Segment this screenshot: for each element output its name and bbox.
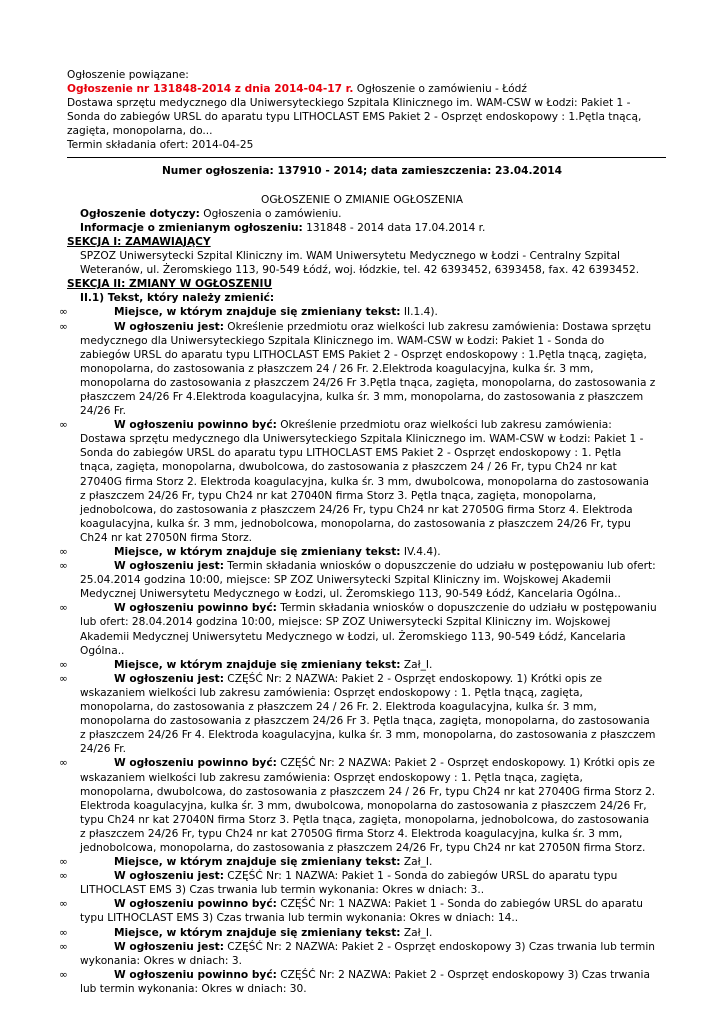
related-notice-link[interactable]: Ogłoszenie nr 131848-2014 z dnia 2014-04-17 r. xyxy=(67,83,354,96)
item-text: Zał_I. xyxy=(400,856,433,869)
item-label: Miejsce, w którym znajduje się zmieniany tekst: xyxy=(114,546,401,558)
item-text: CZĘŚĆ Nr: 2 NAZWA: Pakiet 2 - Osprzęt endoskopowy 3) Czas trwania lub termin wykonania: Okres w dniach: 3. xyxy=(80,940,655,967)
change-list xyxy=(59,305,657,996)
bullet-icon: ∞ xyxy=(59,560,68,573)
item-label: Miejsce, w którym znajduje się zmieniany tekst: xyxy=(114,658,401,671)
item-text: CZĘŚĆ Nr: 1 NAZWA: Pakiet 1 - Sonda do zabiegów URSL do aparatu typu LITHOCLAST EMS 3) Czas trwania lub termin wykonania: Okres w dniach: 14.. xyxy=(80,898,643,925)
bullet-icon: ∞ xyxy=(59,546,68,558)
bullet-icon: ∞ xyxy=(59,940,68,953)
item-label: Miejsce, w którym znajduje się zmieniany tekst: xyxy=(114,926,401,939)
change-list-item xyxy=(59,926,657,940)
bullet-icon: ∞ xyxy=(59,870,68,883)
divider xyxy=(67,157,666,158)
item-text: Termin składania wniosków o dopuszczenie do udziału w postępowaniu lub ofert: 28.04.2014 godzina 10:00, miejsce: SP ZOZ Uniwersytecki Szpital Kliniczny im. Wojskowej Akademii Medycznej Uniwersytetu Medycznego w Łodzi, ul. Żeromskiego 113, 90-549 Łódź, Kancelaria Ogólna.. xyxy=(80,602,657,657)
item-text: Określenie przedmiotu oraz wielkości lub zakresu zamówienia: Dostawa sprzętu medycznego dla Uniwersyteckiego Szpitala Klinicznego im. WAM-CSW w Łodzi: Pakiet 1 - Sonda do zabiegów URSL do aparatu typu LITHOCLAST EMS Pakiet 2 - Osprzęt endoskopowy : 1. Pętla tnąca, zagięta, monopolarna, dwubolcowa, do zastosowania z płaszczem 24 / 26 Fr, typu Ch24 nr kat 27040G firma Storz 2. Elektroda koagulacyjna, kulka śr. 3 mm, dwubolcowa, monopolarna do zastosowania z płaszczem 24/26 Fr, typu Ch24 nr kat 27040N firma Storz 3. Pętla tnąca, zagięta, monopolarna, jednobolcowa, do zastosowania z płaszczem 24/26 Fr, typu Ch24 nr kat 27050G firma Storz 4. Elektroda koagulacyjna, kulka śr. 3 mm, jednobolcowa, monopolarna, do zastosowania z płaszczem 24/26 Fr, typu Ch24 nr kat 27050N firma Storz. xyxy=(80,419,649,544)
change-list-item xyxy=(59,869,657,897)
item-label: W ogłoszeniu jest: xyxy=(114,672,224,685)
related-heading: Ogłoszenie powiązane: xyxy=(67,69,189,81)
item-label: Miejsce, w którym znajduje się zmieniany tekst: xyxy=(114,306,401,319)
concerns-label: Ogłoszenie dotyczy: xyxy=(80,207,200,220)
change-list-item xyxy=(59,756,657,855)
bullet-icon: ∞ xyxy=(59,672,68,685)
changed-info-label: Informacje o zmienianym ogłoszeniu: xyxy=(80,221,303,234)
item-text: Termin składania wniosków o dopuszczenie do udziału w postępowaniu lub ofert: 25.04.2014 godzina 10:00, miejsce: SP ZOZ Uniwersytecki Szpital Kliniczny im. Wojskowej Akademii Medycznej Uniwersytetu Medycznego w Łodzi, ul. Żeromskiego 113, 90-549 Łódź, Kancelaria Ogólna.. xyxy=(80,560,656,601)
bullet-icon: ∞ xyxy=(59,898,68,911)
item-text: Zał_I. xyxy=(400,658,433,671)
section-2-title: SEKCJA II: ZMIANY W OGŁOSZENIU xyxy=(67,278,273,291)
change-list-item xyxy=(59,672,657,757)
item-label: Miejsce, w którym znajduje się zmieniany tekst: xyxy=(114,856,401,869)
item-label: W ogłoszeniu powinno być: xyxy=(114,898,277,911)
item-text: CZĘŚĆ Nr: 2 NAZWA: Pakiet 2 - Osprzęt endoskopowy. 1) Krótki opis ze wskazaniem wielkości lub zakresu zamówienia: Osprzęt endoskopowy : 1. Pętla tnącą, zagięta, monopolarna, do zastosowania z płaszczem 24 / 26 Fr. 2. Elektroda koagulacyjna, kulka śr. 3 mm, monopolarna do zastosowania z płaszczem 24/26 Fr 3. Pętla tnąca, zagięta, monopolarna, do zastosowania z płaszczem 24/26 Fr 4. Elektroda koagulacyjna, kulka śr. 3 mm, monopolarna, do zastosowania z płaszczem 24/26 Fr. xyxy=(80,672,656,756)
change-list-item xyxy=(59,559,657,601)
change-list-item xyxy=(59,897,657,925)
related-deadline: Termin składania ofert: 2014-04-25 xyxy=(67,139,254,152)
bullet-icon: ∞ xyxy=(59,658,68,671)
item-label: W ogłoszeniu jest: xyxy=(114,940,224,953)
item-label: W ogłoszeniu powinno być: xyxy=(114,968,277,981)
related-notice-suffix: Ogłoszenie o zamówieniu - Łódź xyxy=(353,83,527,96)
item-text: CZĘŚĆ Nr: 2 NAZWA: Pakiet 2 - Osprzęt endoskopowy. 1) Krótki opis ze wskazaniem wielkości lub zakresu zamówienia: Osprzęt endoskopowy : 1. Pętla tnąca, zagięta, monopolarna, dwubolcowa, do zastosowania z płaszczem 24 / 26 Fr, typu Ch24 nr kat 27040G firma Storz 2. Elektroda koagulacyjna, kulka śr. 3 mm, dwubolcowa, monopolarna do zastosowania z płaszczem 24/26 Fr, typu Ch24 nr kat 27040N firma Storz 3. Pętla tnąca, zagięta, monopolarna, jednobolcowa, do zastosowania z płaszczem 24/26 Fr, typu Ch24 nr kat 27050G firma Storz 4. Elektroda koagulacyjna, kulka śr. 3 mm, jednobolcowa, monopolarna, do zastosowania z płaszczem 24/26 Fr, typu Ch24 nr kat 27050N firma Storz. xyxy=(80,757,656,854)
change-list-item xyxy=(59,601,657,657)
item-label: W ogłoszeniu powinno być: xyxy=(114,602,277,615)
change-list-item xyxy=(59,658,657,672)
item-label: W ogłoszeniu powinno być: xyxy=(114,757,277,770)
item-text: CZĘŚĆ Nr: 1 NAZWA: Pakiet 1 - Sonda do zabiegów URSL do aparatu typu LITHOCLAST EMS 3) Czas trwania lub termin wykonania: Okres w dniach: 3.. xyxy=(80,870,618,897)
bullet-icon: ∞ xyxy=(59,856,68,869)
bullet-icon: ∞ xyxy=(59,306,68,319)
change-list-item xyxy=(59,940,657,968)
changed-info-line xyxy=(67,221,657,235)
change-list-item xyxy=(59,418,657,545)
changed-info-value: 131848 - 2014 data 17.04.2014 r. xyxy=(302,221,486,234)
item-text: IV.4.4). xyxy=(400,546,441,558)
bullet-icon: ∞ xyxy=(59,602,68,615)
item-label: W ogłoszeniu jest: xyxy=(114,870,224,883)
item-text: CZĘŚĆ Nr: 2 NAZWA: Pakiet 2 - Osprzęt endoskopowy 3) Czas trwania lub termin wykonania: Okres w dniach: 30. xyxy=(80,968,650,995)
change-list-item xyxy=(59,320,657,419)
bullet-icon: ∞ xyxy=(59,968,68,981)
bullet-icon: ∞ xyxy=(59,926,68,939)
item-label: W ogłoszeniu powinno być: xyxy=(114,419,277,432)
bullet-icon: ∞ xyxy=(59,320,68,333)
change-list-item xyxy=(59,968,657,996)
bullet-icon: ∞ xyxy=(59,419,68,432)
bullet-icon: ∞ xyxy=(59,757,68,770)
related-notice xyxy=(67,82,657,96)
document-page xyxy=(59,68,657,996)
change-list-item xyxy=(59,545,657,559)
notice-number: Numer ogłoszenia: 137910 - 2014; data zamieszczenia: 23.04.2014 xyxy=(161,164,563,177)
item-text: Zał_I. xyxy=(400,926,433,939)
change-list-item xyxy=(59,855,657,869)
item-label: W ogłoszeniu jest: xyxy=(114,320,224,333)
concerns-value: Ogłoszenia o zamówieniu. xyxy=(199,207,342,220)
section-1-body: SPZOZ Uniwersytecki Szpital Kliniczny im. WAM Uniwersytetu Medycznego w Łodzi - Centralny Szpital Weteranów, ul. Żeromskiego 113, 90-549 Łódź, woj. łódzkie, tel. 42 6393452, 6393458, fax. 42 6393452. xyxy=(80,250,640,277)
concerns-line xyxy=(67,207,657,221)
section-1-title: SEKCJA I: ZAMAWIAJĄCY xyxy=(67,235,211,248)
change-list-item xyxy=(59,305,657,319)
related-description: Dostawa sprzętu medycznego dla Uniwersyteckiego Szpitala Klinicznego im. WAM-CSW w Łodzi: Pakiet 1 - Sonda do zabiegów URSL do aparatu typu LITHOCLAST EMS Pakiet 2 - Osprzęt endoskopowy : 1.Pętla tnącą, zagięta, monopolarna, do... xyxy=(67,97,642,138)
section-2-subtitle: II.1) Tekst, który należy zmienić: xyxy=(80,292,275,305)
notice-type: OGŁOSZENIE O ZMIANIE OGŁOSZENIA xyxy=(260,193,464,206)
item-text: Określenie przedmiotu oraz wielkości lub zakresu zamówienia: Dostawa sprzętu medycznego dla Uniwersyteckiego Szpitala Klinicznego im. WAM-CSW w Łodzi: Pakiet 1 - Sonda do zabiegów URSL do aparatu typu LITHOCLAST EMS Pakiet 2 - Osprzęt endoskopowy : 1.Pętla tnącą, zagięta, monopolarna, do zastosowania z płaszczem 24 / 26 Fr. 2.Elektroda koagulacyjna, kulka śr. 3 mm, monopolarna do zastosowania z płaszczem 24/26 Fr 3.Pętla tnąca, zagięta, monopolarna, do zastosowania z płaszczem 24/26 Fr 4.Elektroda koagulacyjna, kulka śr. 3 mm, monopolarna, do zastosowania z płaszczem 24/26 Fr. xyxy=(80,320,656,418)
item-text: II.1.4). xyxy=(400,306,438,319)
item-label: W ogłoszeniu jest: xyxy=(114,560,224,573)
